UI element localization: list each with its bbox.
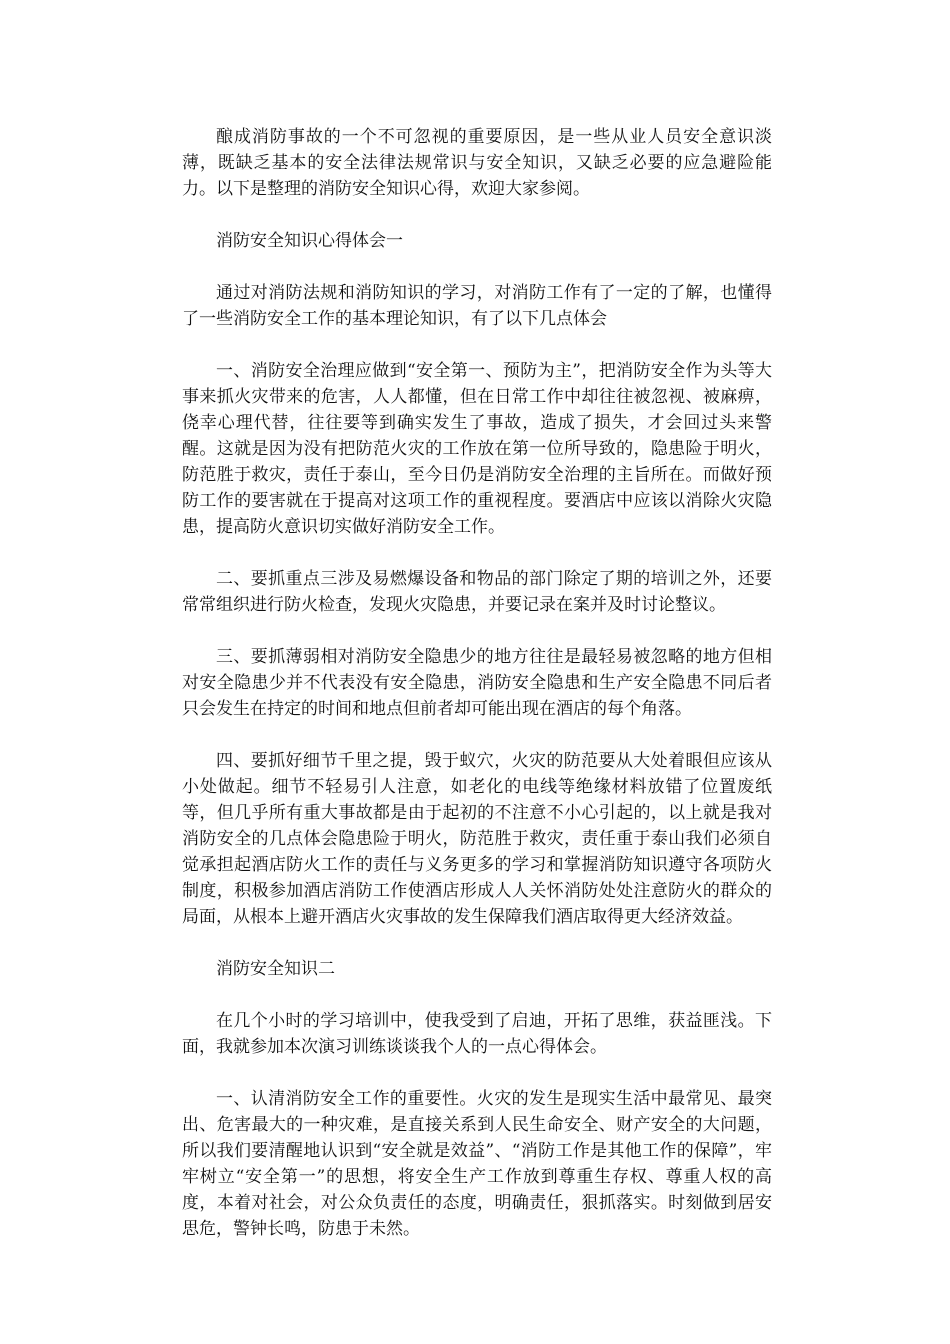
section2-paragraph-1: 在几个小时的学习培训中，使我受到了启迪，开拓了思维，获益匪浅。下面，我就参加本次演习训练谈谈我个人的一点心得体会。	[182, 1011, 772, 1057]
section1-paragraph-4: 三、要抓薄弱相对消防安全隐患少的地方往往是最轻易被忽略的地方但相对安全隐患少并不代表没有安全隐患，消防安全隐患和生产安全隐患不同后者只会发生在持定的时间和地点但前者却可能出现在酒店的每个角落。	[182, 647, 772, 719]
section1-title: 消防安全知识心得体会一	[216, 231, 403, 251]
document-body	[182, 124, 772, 1268]
section2-title: 消防安全知识二	[216, 959, 335, 979]
intro-paragraph: 酿成消防事故的一个不可忽视的重要原因，是一些从业人员安全意识淡薄，既缺乏基本的安全法律法规常识与安全知识，又缺乏必要的应急避险能力。以下是整理的消防安全知识心得，欢迎大家参阅。	[182, 127, 772, 199]
section1-paragraph-3: 二、要抓重点三涉及易燃爆设备和物品的部门除定了期的培训之外，还要常常组织进行防火检查，发现火灾隐患，并要记录在案并及时讨论整议。	[182, 569, 772, 615]
section2-paragraph-2: 一、认清消防安全工作的重要性。火灾的发生是现实生活中最常见、最突出、危害最大的一种灾难，是直接关系到人民生命安全、财产安全的大问题，所以我们要清醒地认识到“安全就是效益”、“消防工作是其他工作的保障”，牢牢树立“安全第一”的思想，将安全生产工作放到尊重生存权、尊重人权的高度，本着对社会，对公众负责任的态度，明确责任，狠抓落实。时刻做到居安思危，警钟长鸣，防患于未然。	[182, 1089, 772, 1239]
section1-paragraph-5: 四、要抓好细节千里之提，毁于蚁穴，火灾的防范要从大处着眼但应该从小处做起。细节不轻易引人注意，如老化的电线等绝缘材料放错了位置废纸等，但几乎所有重大事故都是由于起初的不注意不小心引起的，以上就是我对消防安全的几点体会隐患险于明火，防范胜于救灾，责任重于泰山我们必须自觉承担起酒店防火工作的责任与义务更多的学习和掌握消防知识遵守各项防火制度，积极参加酒店消防工作使酒店形成人人关怀消防处处注意防火的群众的局面，从根本上避开酒店火灾事故的发生保障我们酒店取得更大经济效益。	[182, 751, 772, 927]
section1-paragraph-2: 一、消防安全治理应做到“安全第一、预防为主”，把消防安全作为头等大事来抓火灾带来的危害，人人都懂，但在日常工作中却往往被忽视、被麻痹，侥幸心理代替，往往要等到确实发生了事故，造成了损失，才会回过头来警醒。这就是因为没有把防范火灾的工作放在第一位所导致的，隐患险于明火，防范胜于救灾，责任于泰山，至今日仍是消防安全治理的主旨所在。而做好预防工作的要害就在于提高对这项工作的重视程度。要酒店中应该以消除火灾隐患，提高防火意识切实做好消防安全工作。	[182, 361, 772, 537]
section1-paragraph-1: 通过对消防法规和消防知识的学习，对消防工作有了一定的了解，也懂得了一些消防安全工作的基本理论知识，有了以下几点体会	[182, 283, 772, 329]
